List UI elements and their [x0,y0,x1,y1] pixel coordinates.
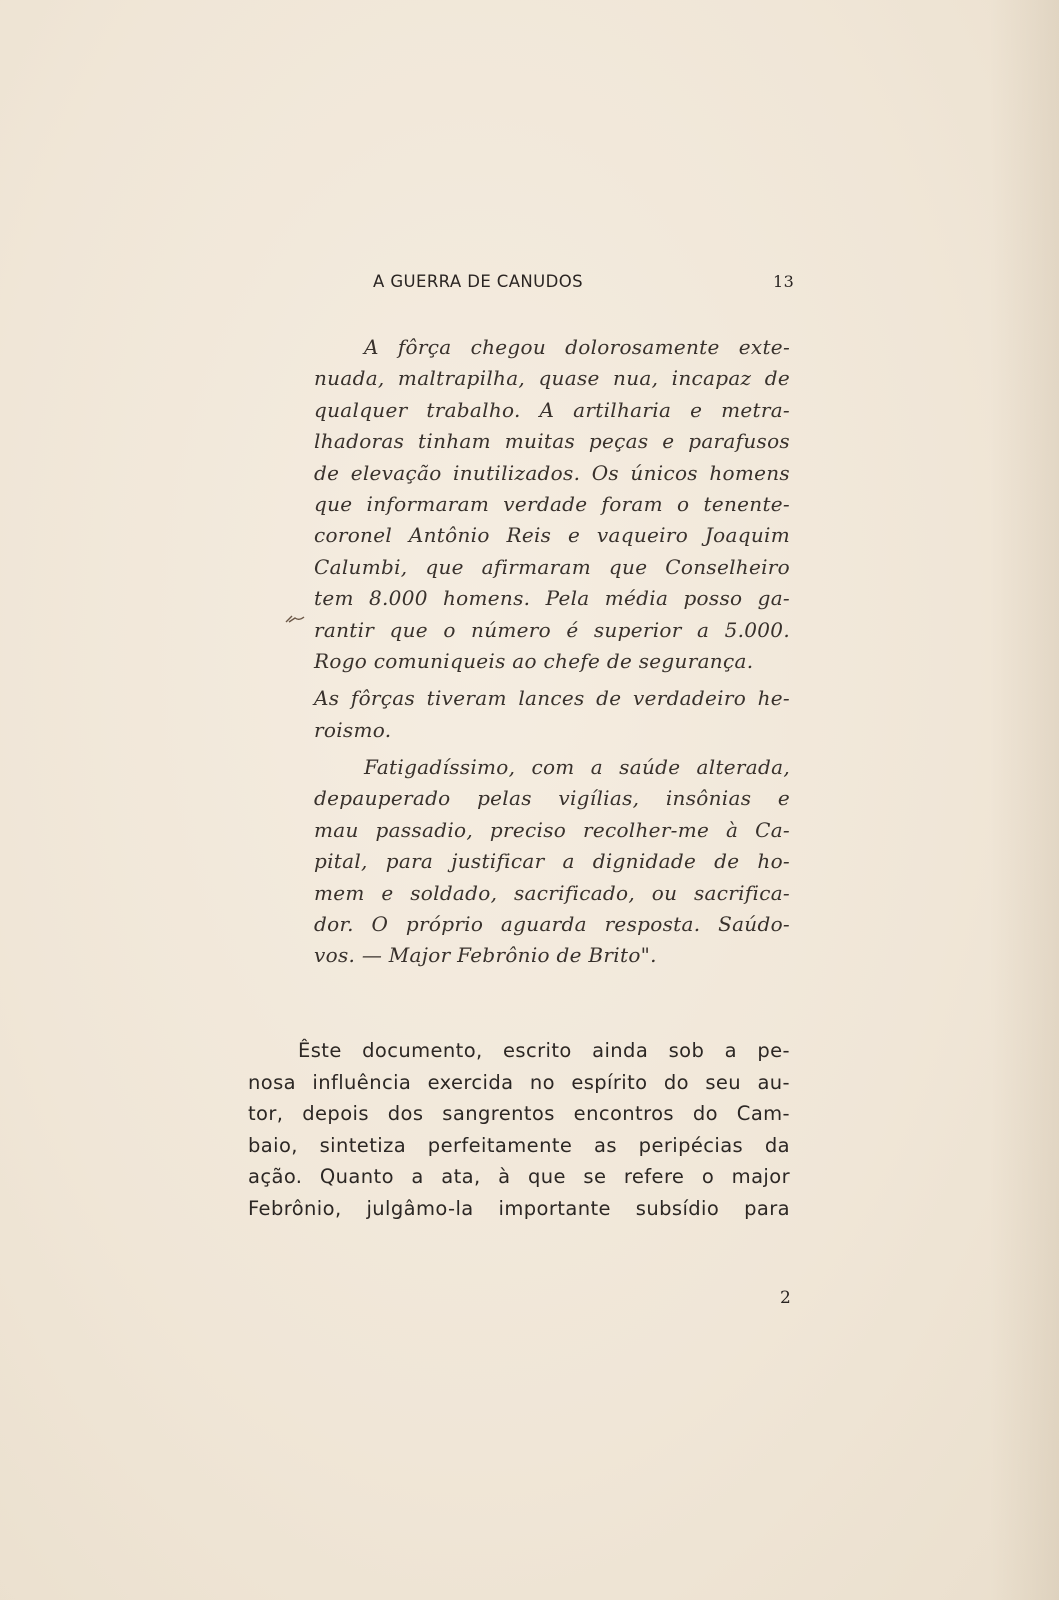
book-title: A GUERRA DE CANUDOS [373,272,583,291]
text-line: As fôrças tiveram lances de verdadeiro he- [314,686,790,711]
text-line: roismo. [314,717,392,742]
text-line: Êste documento, escrito ainda sob a pe- [298,1039,790,1062]
handwritten-margin-mark [284,612,306,626]
page-number: 13 [773,272,795,291]
text-line: qualquer trabalho. A artilharia e metra- [314,397,790,422]
text-line: tor, depois dos sangrentos encontros do Cam- [248,1102,790,1126]
text-line: A fôrça chegou dolorosamente exte- [364,335,790,359]
text-line: vos. — Major Febrônio de Brito". [314,943,657,968]
text-line: mau passadio, preciso recolher-me à Ca- [314,817,790,842]
text-line: Calumbi, que afirmaram que Conselheiro [314,554,790,579]
text-line: que informaram verdade foram o tenente- [314,491,790,516]
text-line: nuada, maltrapilha, quase nua, incapaz de [314,366,790,391]
signature-mark: 2 [780,1288,791,1308]
text-line: baio, sintetiza perfeitamente as peripécias da [248,1133,790,1157]
body-paragraph [248,1035,790,1225]
text-line: Febrônio, julgâmo-la importante subsídio para [248,1196,790,1220]
text-line: ação. Quanto a ata, à que se refere o major [248,1165,790,1189]
text-line: nosa influência exercida no espírito do seu au- [248,1070,790,1094]
text-line: rantir que o número é superior a 5.000. [314,617,790,642]
text-line: pital, para justificar a dignidade de ho- [314,849,790,874]
running-head [373,272,793,296]
page-edge-shadow [989,0,1059,1600]
text-line: de elevação inutilizados. Os únicos homens [314,460,790,485]
quoted-telegram [314,332,790,972]
text-line: mem e soldado, sacrificado, ou sacrifica- [314,880,790,905]
text-line: Rogo comuniqueis ao chefe de segurança. [314,648,754,673]
text-line: lhadoras tinham muitas peças e parafusos [314,429,790,454]
text-line: Fatigadíssimo, com a saúde alterada, [364,755,790,780]
text-line: dor. O próprio aguarda resposta. Saúdo- [314,912,790,937]
text-line: coronel Antônio Reis e vaqueiro Joaquim [314,523,790,548]
text-line: depauperado pelas vigílias, insônias e [314,786,790,811]
text-line: tem 8.000 homens. Pela média posso ga- [314,586,790,611]
